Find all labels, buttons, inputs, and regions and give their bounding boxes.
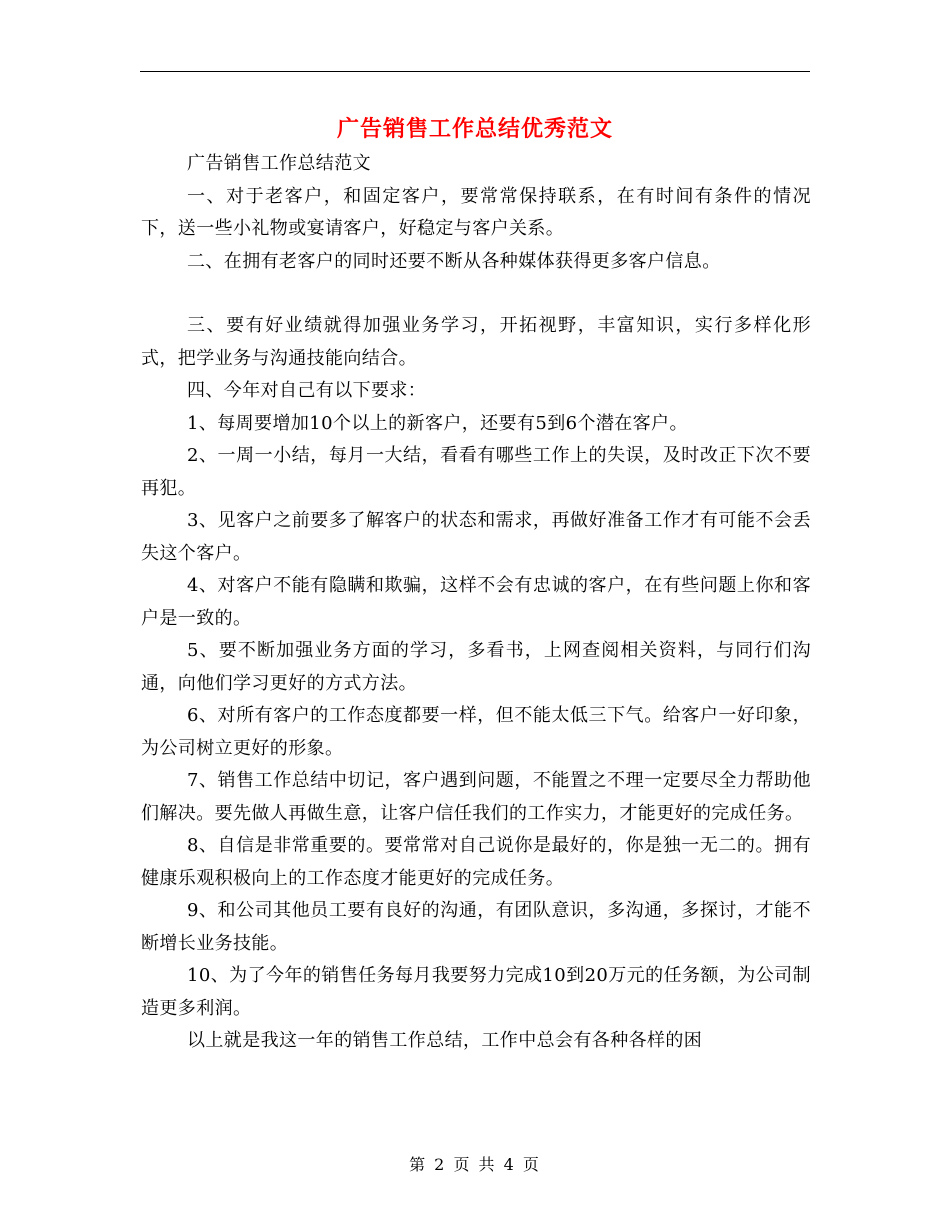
paragraph-2: 二、在拥有老客户的同时还要不断从各种媒体获得更多客户信息。 [187, 250, 721, 272]
list-item-4: 4、对客户不能有隐瞒和欺骗，这样不会有忠诚的客户，在有些问题上你和客户是一致的。 [141, 575, 811, 629]
paragraph-4: 四、今年对自己有以下要求： [187, 380, 427, 401]
paragraph-1: 一、对于老客户，和固定客户，要常常保持联系，在有时间有条件的情况下，送一些小礼物或宴请客户，好稳定与客户关系。 [141, 185, 811, 239]
list-item-9: 9、和公司其他员工要有良好的沟通，有团队意识，多沟通，多探讨，才能不断增长业务技能。 [141, 900, 811, 954]
blank-line [141, 278, 811, 310]
list-item-10: 10、为了今年的销售任务每月我要努力完成10到20万元的任务额，为公司制造更多利润。 [141, 965, 811, 1019]
header-rule [140, 71, 810, 72]
page-number-footer: 第 2 页 共 4 页 [409, 1155, 541, 1174]
list-item-5: 5、要不断加强业务方面的学习，多看书，上网查阅相关资料，与同行们沟通，向他们学习更好的方式方法。 [141, 640, 811, 694]
list-item-3: 3、见客户之前要多了解客户的状态和需求，再做好准备工作才有可能不会丢失这个客户。 [141, 510, 811, 564]
paragraph-3: 三、要有好业绩就得加强业务学习，开拓视野，丰富知识，实行多样化形式，把学业务与沟通技能向结合。 [141, 315, 811, 369]
list-item-2: 2、一周一小结，每月一大结，看看有哪些工作上的失误，及时改正下次不要再犯。 [141, 445, 811, 499]
document-title: 广告销售工作总结优秀范文 [336, 117, 613, 142]
list-item-6: 6、对所有客户的工作态度都要一样，但不能太低三下气。给客户一好印象，为公司树立更好的形象。 [141, 705, 811, 759]
paragraph-subtitle: 广告销售工作总结范文 [187, 153, 371, 174]
document-body [141, 148, 811, 1058]
paragraph-conclusion: 以上就是我这一年的销售工作总结，工作中总会有各种各样的困 [187, 1030, 703, 1051]
list-item-8: 8、自信是非常重要的。要常常对自己说你是最好的，你是独一无二的。拥有健康乐观积极向上的工作态度才能更好的完成任务。 [141, 835, 811, 889]
list-item-7: 7、销售工作总结中切记，客户遇到问题，不能置之不理一定要尽全力帮助他们解决。要先做人再做生意，让客户信任我们的工作实力，才能更好的完成任务。 [141, 770, 811, 824]
list-item-1: 1、每周要增加10个以上的新客户，还要有5到6个潜在客户。 [187, 412, 688, 434]
